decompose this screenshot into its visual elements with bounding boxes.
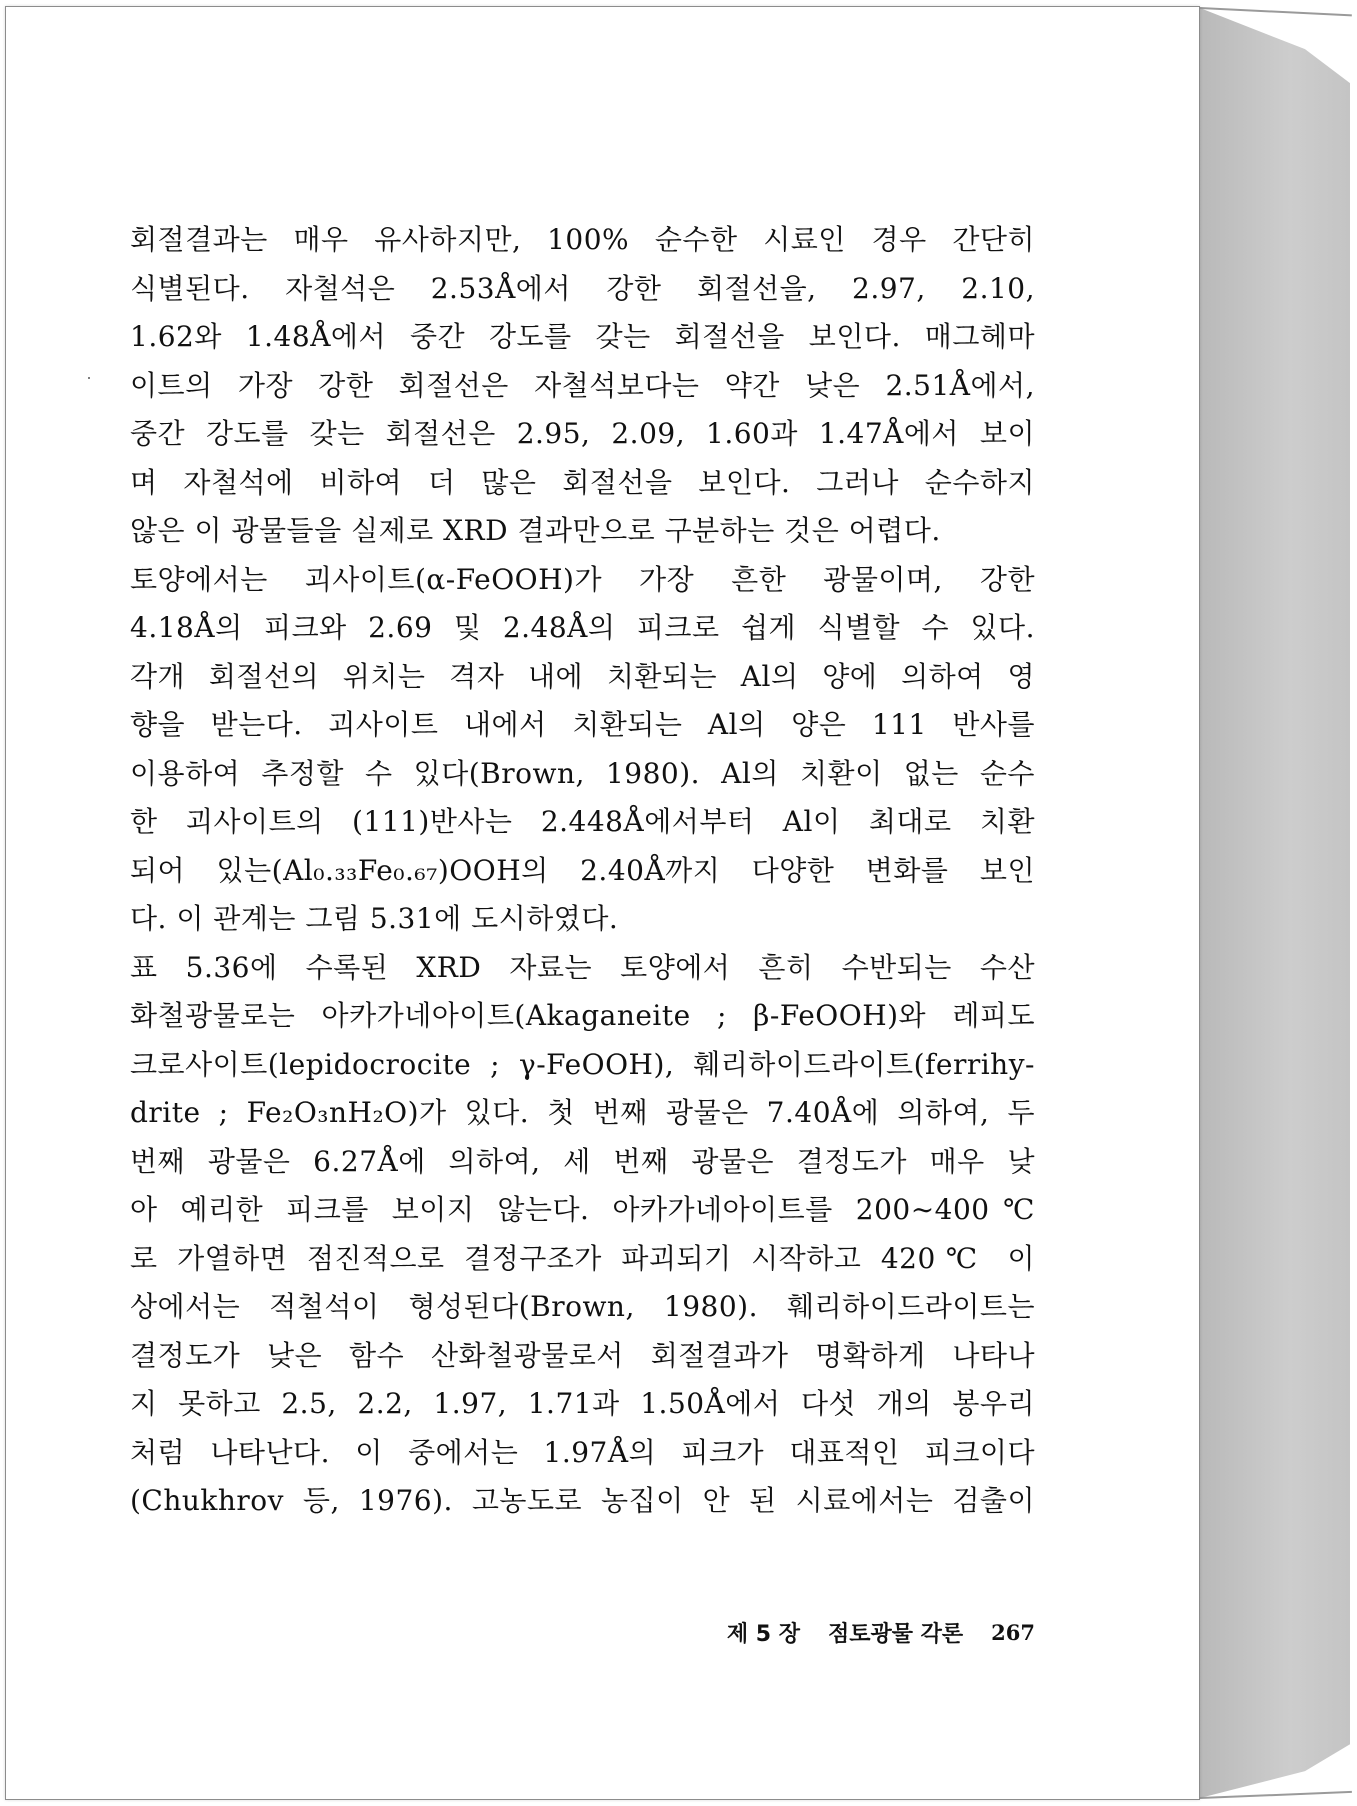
text-line: 처럼 나타난다. 이 중에서는 1.97Å의 피크가 대표적인 피크이다 xyxy=(130,1435,1035,1469)
text-line: 표 5.36에 수록된 XRD 자료는 토양에서 흔히 수반되는 수산 xyxy=(130,950,1035,984)
text-line: 각개 회절선의 위치는 격자 내에 치환되는 Al의 양에 의하여 영 xyxy=(130,659,1035,693)
text-line: 로 가열하면 점진적으로 결정구조가 파괴되기 시작하고 420℃ 이 xyxy=(130,1241,1035,1275)
section-title: 점토광물 각론 xyxy=(827,1621,964,1647)
text-line: 식별된다. 자철석은 2.53Å에서 강한 회절선을, 2.97, 2.10, xyxy=(130,271,1035,305)
text-line: 번째 광물은 6.27Å에 의하여, 세 번째 광물은 결정도가 매우 낮 xyxy=(130,1144,1035,1178)
text-line: 이용하여 추정할 수 있다(Brown, 1980). Al의 치환이 없는 순수 xyxy=(130,756,1035,790)
text-line: 상에서는 적철석이 형성된다(Brown, 1980). 훼리하이드라이트는 xyxy=(130,1290,1035,1323)
text-line: 1.62와 1.48Å에서 중간 강도를 갖는 회절선을 보인다. 매그헤마 xyxy=(130,320,1035,353)
text-line: drite ; Fe₂O₃nH₂O)가 있다. 첫 번째 광물은 7.40Å에 의하여, 두 xyxy=(130,1096,1035,1129)
text-line: 않은 이 광물들을 실제로 XRD 결과만으로 구분하는 것은 어렵다. xyxy=(130,514,941,547)
text-line: 지 못하고 2.5, 2.2, 1.97, 1.71과 1.50Å에서 다섯 개의 봉우리 xyxy=(130,1387,1035,1420)
running-footer xyxy=(700,1612,1035,1652)
text-line: (Chukhrov 등, 1976). 고농도로 농집이 안 된 시료에서는 검출이 xyxy=(130,1484,1035,1517)
body-paragraphs xyxy=(130,216,1035,1526)
text-line: 다. 이 관계는 그림 5.31에 도시하였다. xyxy=(130,902,619,935)
scan-speck xyxy=(88,377,90,379)
text-line: 향을 받는다. 괴사이트 내에서 치환되는 Al의 양은 111 반사를 xyxy=(130,708,1035,741)
text-line: 결정도가 낮은 함수 산화철광물로서 회절결과가 명확하게 나타나 xyxy=(130,1338,1035,1372)
text-line: 되어 있는(Al₀.₃₃Fe₀.₆₇)OOH의 2.40Å까지 다양한 변화를 보인 xyxy=(130,853,1035,887)
text-line: 4.18Å의 피크와 2.69 및 2.48Å의 피크로 쉽게 식별할 수 있다. xyxy=(130,611,1035,644)
text-line: 아 예리한 피크를 보이지 않는다. 아카가네아이트를 200∼400℃ xyxy=(130,1193,1035,1226)
chapter-label: 제 5 장 xyxy=(726,1621,800,1647)
book-edge-top-line xyxy=(1200,7,1352,16)
text-line: 화철광물로는 아카가네아이트(Akaganeite ; β-FeOOH)와 레피도 xyxy=(130,999,1035,1032)
text-line: 이트의 가장 강한 회절선은 자철석보다는 약간 낮은 2.51Å에서, xyxy=(130,368,1035,402)
book-edge xyxy=(1200,8,1350,1798)
text-line: 크로사이트(lepidocrocite ; γ-FeOOH), 훼리하이드라이트(ferrihy- xyxy=(130,1047,1035,1081)
text-line: 한 괴사이트의 (111)반사는 2.448Å에서부터 Al이 최대로 치환 xyxy=(130,805,1035,838)
text-line: 며 자철석에 비하여 더 많은 회절선을 보인다. 그러나 순수하지 xyxy=(130,465,1035,499)
text-line: 토양에서는 괴사이트(α-FeOOH)가 가장 흔한 광물이며, 강한 xyxy=(130,562,1035,596)
page-number: 267 xyxy=(991,1619,1035,1645)
text-line: 회절결과는 매우 유사하지만, 100% 순수한 시료인 경우 간단히 xyxy=(130,223,1035,256)
text-line: 중간 강도를 갖는 회절선은 2.95, 2.09, 1.60과 1.47Å에서 보이 xyxy=(130,417,1035,450)
